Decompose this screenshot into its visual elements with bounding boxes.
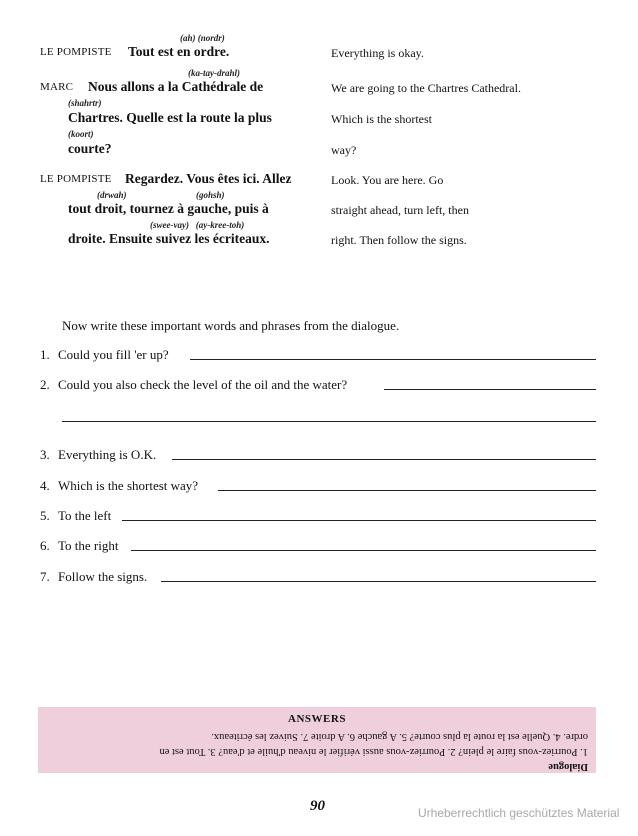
pronunciation-hint: (ah) (nordr) bbox=[180, 33, 225, 43]
answers-box bbox=[38, 707, 596, 773]
pronunciation-hint: (gohsh) bbox=[196, 190, 225, 200]
answers-title: ANSWERS bbox=[288, 713, 346, 725]
question-number: 2. bbox=[40, 377, 50, 392]
speaker-label: MARC bbox=[40, 81, 74, 93]
question-number: 7. bbox=[40, 569, 50, 584]
answer-line[interactable] bbox=[384, 389, 596, 390]
question-number: 6. bbox=[40, 538, 50, 553]
french-line: courte? bbox=[68, 141, 112, 156]
page-number: 90 bbox=[310, 798, 325, 814]
pronunciation-hint: (shahrtr) bbox=[68, 98, 102, 108]
answer-line[interactable] bbox=[122, 520, 596, 521]
copyright-watermark: Urheberrechtlich geschütztes Material bbox=[418, 806, 620, 820]
french-line: Nous allons a la Cathédrale de bbox=[88, 79, 264, 94]
question-text: To the right bbox=[58, 538, 119, 553]
question-text: To the left bbox=[58, 508, 112, 523]
question-number: 1. bbox=[40, 347, 50, 362]
answers-line: ordre. 4. Quelle est la route la plus courte? 5. A gauche 6. A droite 7. Suivez les écriteaux. bbox=[211, 731, 588, 742]
question-text: Which is the shortest way? bbox=[58, 478, 199, 493]
question-number: 4. bbox=[40, 478, 50, 493]
answer-line[interactable] bbox=[62, 421, 596, 422]
question-text: Follow the signs. bbox=[58, 569, 148, 584]
french-line: Regardez. Vous êtes ici. Allez bbox=[125, 171, 292, 186]
answer-line[interactable] bbox=[131, 550, 596, 551]
question-text: Everything is O.K. bbox=[58, 447, 157, 462]
pronunciation-hint: (swee-vay) (ay-kree-toh) bbox=[150, 220, 245, 230]
french-line: Tout est en ordre. bbox=[128, 44, 230, 59]
english-line: Look. You are here. Go bbox=[331, 173, 444, 187]
english-line: right. Then follow the signs. bbox=[331, 233, 467, 247]
speaker-label: LE POMPISTE bbox=[40, 46, 112, 58]
answer-line[interactable] bbox=[190, 359, 596, 360]
answer-line[interactable] bbox=[172, 459, 596, 460]
speaker-label: LE POMPISTE bbox=[40, 173, 112, 185]
english-line: Which is the shortest bbox=[331, 112, 432, 126]
question-text: Could you also check the level of the oil and the water? bbox=[58, 377, 348, 392]
question-number: 5. bbox=[40, 508, 50, 523]
french-line: droite. Ensuite suivez les écriteaux. bbox=[68, 231, 270, 246]
pronunciation-hint: (drwah) bbox=[97, 190, 127, 200]
english-line: Everything is okay. bbox=[331, 46, 424, 60]
question-text: Could you fill 'er up? bbox=[58, 347, 169, 362]
answers-line: 1. Pourriez-vous faire le plein? 2. Pourriez-vous aussi vérifier le niveau d'huile et d'eau? 3. Tout est en bbox=[159, 746, 588, 757]
french-line: Chartres. Quelle est la route la plus bbox=[68, 110, 272, 125]
english-line: way? bbox=[331, 143, 357, 157]
english-line: We are going to the Chartres Cathedral. bbox=[331, 81, 521, 95]
french-line: tout droit, tournez à gauche, puis à bbox=[68, 201, 269, 216]
pronunciation-hint: (koort) bbox=[68, 129, 94, 139]
answer-line[interactable] bbox=[161, 581, 596, 582]
answers-section-label: Dialogue bbox=[548, 761, 588, 772]
english-line: straight ahead, turn left, then bbox=[331, 203, 469, 217]
answer-line[interactable] bbox=[218, 490, 596, 491]
exercise-instruction: Now write these important words and phrases from the dialogue. bbox=[62, 318, 400, 333]
pronunciation-hint: (ka-tay-drahl) bbox=[188, 68, 240, 78]
question-number: 3. bbox=[40, 447, 50, 462]
answers-upside-down bbox=[46, 729, 588, 774]
